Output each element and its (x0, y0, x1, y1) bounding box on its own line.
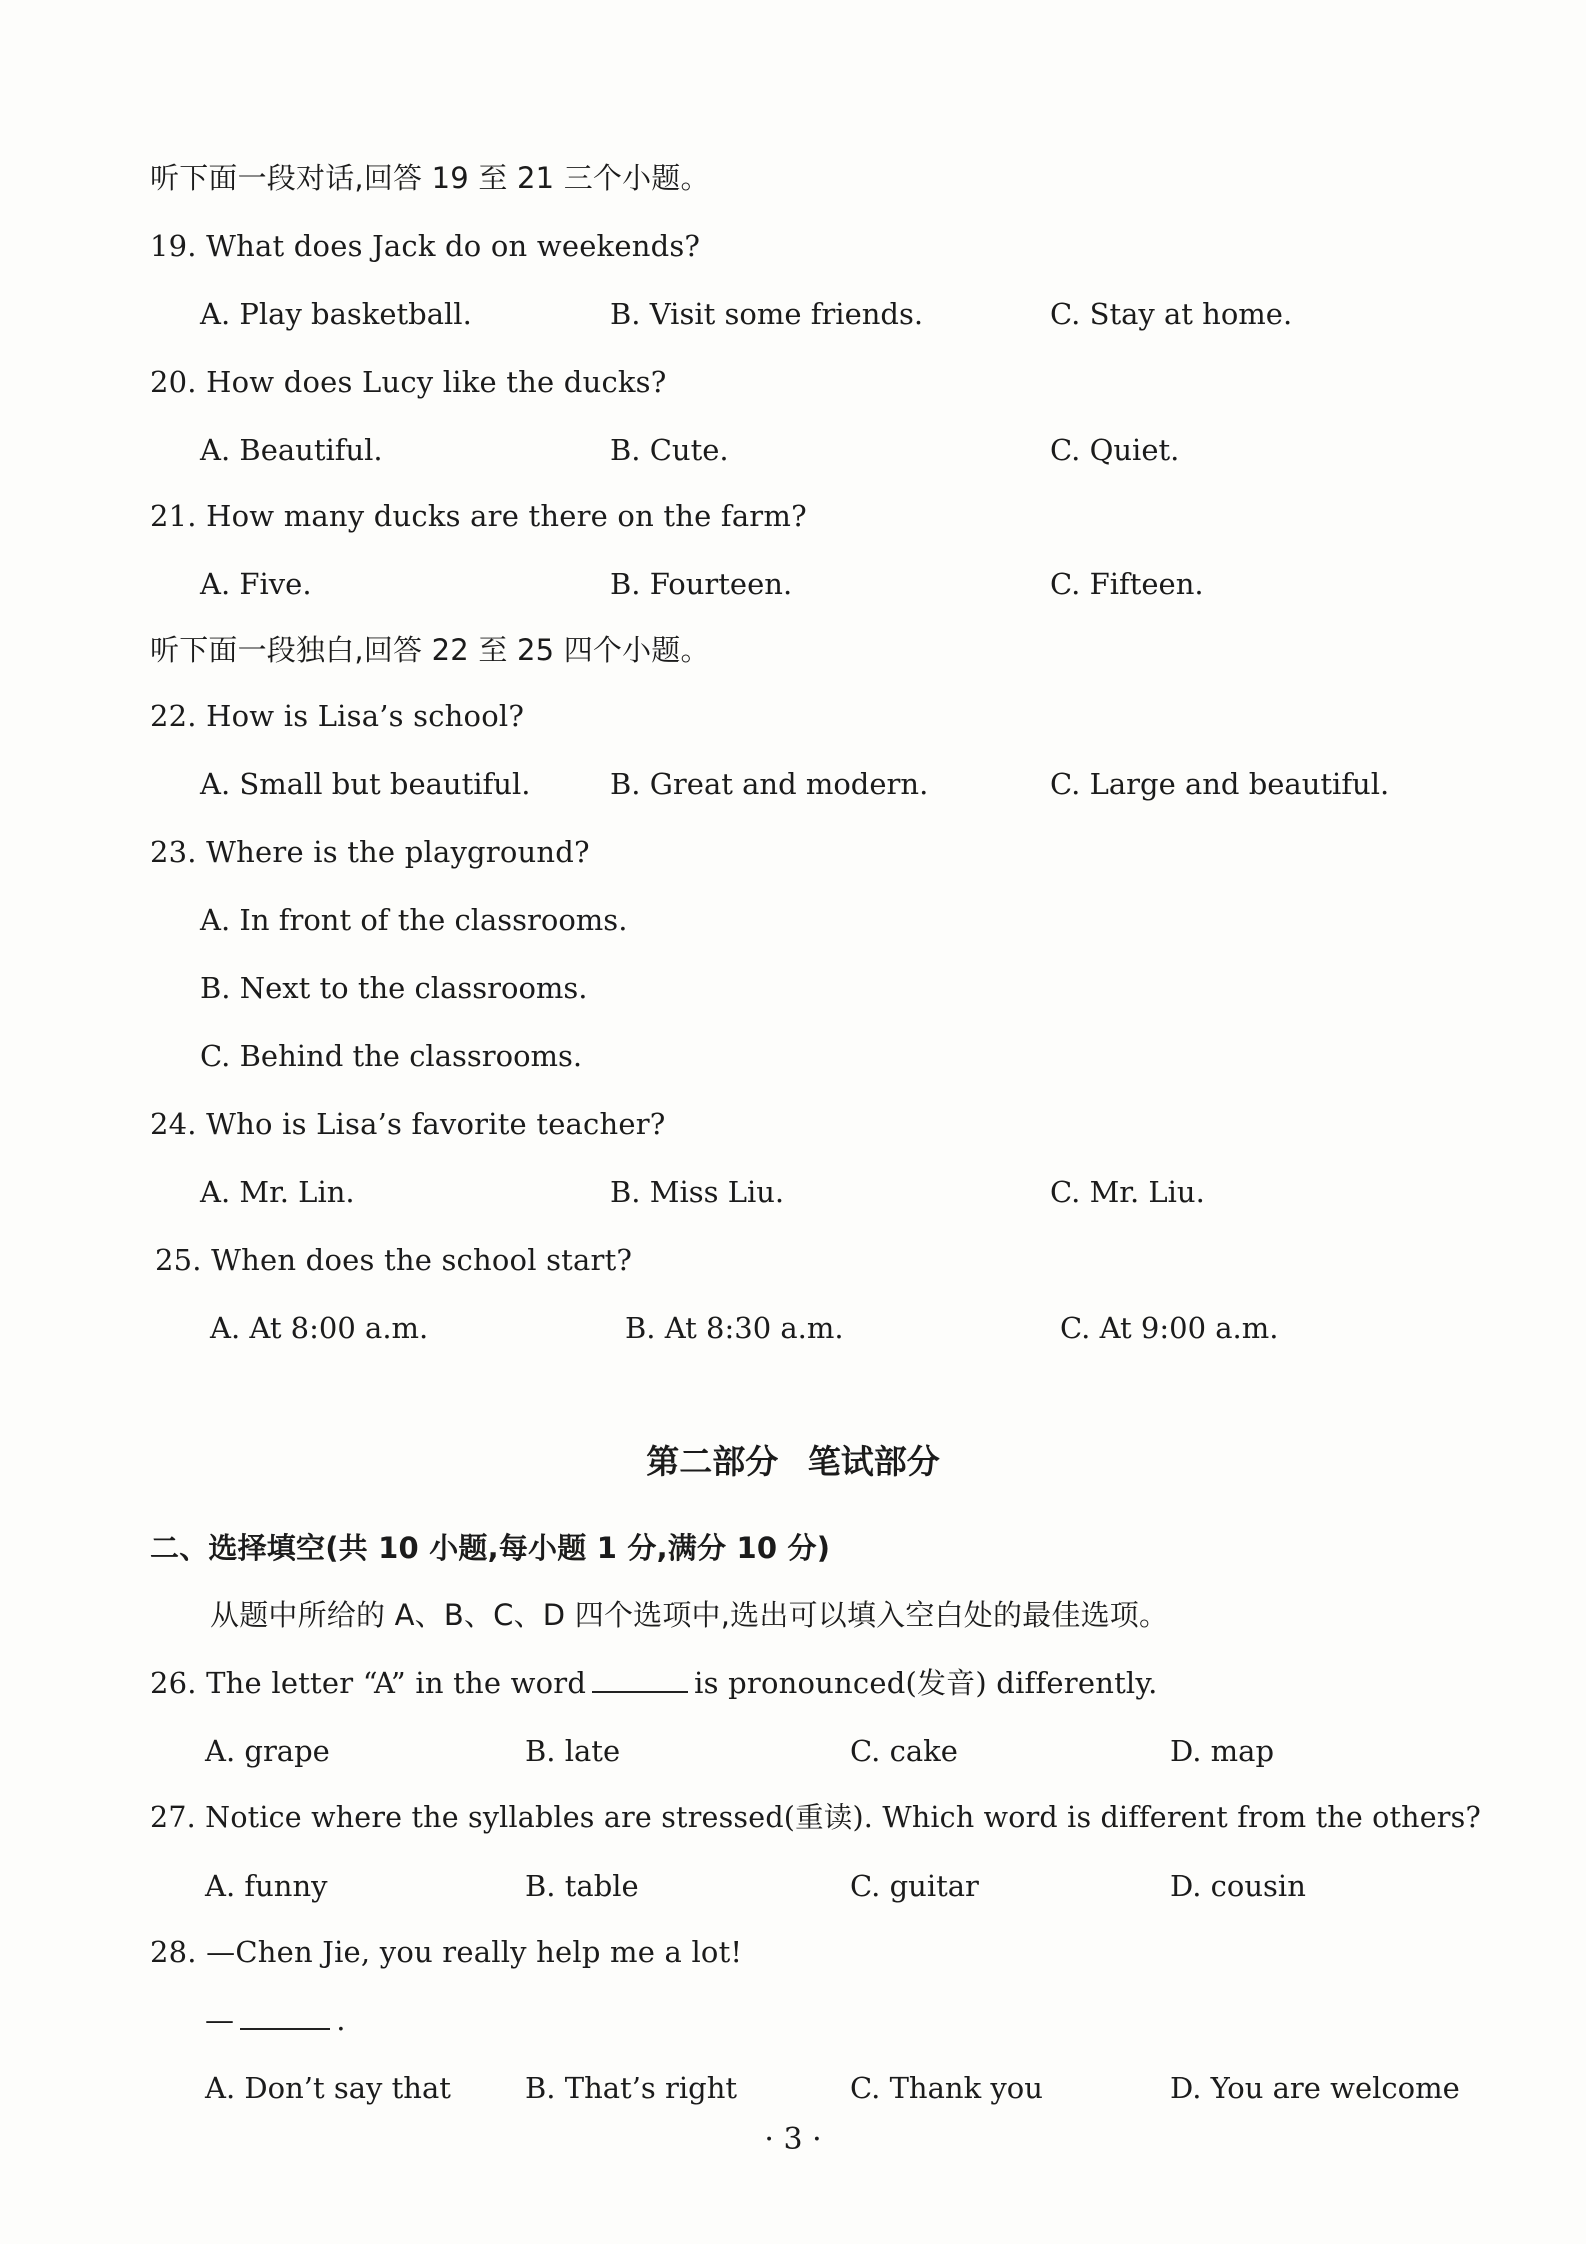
q21-option-a: A. Five. (200, 567, 312, 601)
q25-option-c: C. At 9:00 a.m. (1060, 1311, 1279, 1345)
part-two-title: 第二部分 笔试部分 (646, 1442, 940, 1481)
q19-option-c: C. Stay at home. (1050, 297, 1293, 331)
q27-option-c: C. guitar (850, 1869, 979, 1903)
q28-reply-dash: — (205, 2003, 235, 2037)
section-two-instruction: 从题中所给的 A、B、C、D 四个选项中,选出可以填入空白处的最佳选项。 (210, 1598, 1169, 1632)
question-19: 19. What does Jack do on weekends? (150, 229, 701, 263)
page-number: · 3 · (764, 2122, 822, 2157)
question-23: 23. Where is the playground? (150, 835, 590, 869)
q26-text-after: is pronounced(发音) differently. (694, 1666, 1158, 1700)
question-25: 25. When does the school start? (155, 1243, 633, 1277)
q27-option-d: D. cousin (1170, 1869, 1306, 1903)
q28-option-a: A. Don’t say that (205, 2071, 451, 2105)
q28-reply-period: . (336, 2003, 346, 2037)
q28-option-d: D. You are welcome (1170, 2071, 1460, 2105)
q26-blank (592, 1665, 688, 1693)
q23-option-b: B. Next to the classrooms. (200, 971, 588, 1005)
question-28: 28. —Chen Jie, you really help me a lot! (150, 1935, 743, 1969)
question-24: 24. Who is Lisa’s favorite teacher? (150, 1107, 666, 1141)
q20-option-a: A. Beautiful. (200, 433, 383, 467)
q26-option-c: C. cake (850, 1734, 958, 1768)
q22-option-a: A. Small but beautiful. (200, 767, 531, 801)
question-22: 22. How is Lisa’s school? (150, 699, 525, 733)
q23-option-a: A. In front of the classrooms. (200, 903, 628, 937)
q27-option-a: A. funny (205, 1869, 328, 1903)
q21-option-c: C. Fifteen. (1050, 567, 1204, 601)
q24-option-b: B. Miss Liu. (610, 1175, 785, 1209)
question-27: 27. Notice where the syllables are stressed(重读). Which word is different from the others? (150, 1801, 1481, 1834)
question-20: 20. How does Lucy like the ducks? (150, 365, 667, 399)
question-26 (150, 1665, 1158, 1701)
q20-option-b: B. Cute. (610, 433, 729, 467)
q28-blank (240, 2002, 330, 2030)
q27-option-b: B. table (525, 1869, 639, 1903)
q19-option-b: B. Visit some friends. (610, 297, 924, 331)
q26-text-before: 26. The letter “A” in the word (150, 1666, 587, 1700)
q25-option-b: B. At 8:30 a.m. (625, 1311, 844, 1345)
q21-option-b: B. Fourteen. (610, 567, 793, 601)
q24-option-a: A. Mr. Lin. (200, 1175, 355, 1209)
q26-option-d: D. map (1170, 1734, 1275, 1768)
q22-option-c: C. Large and beautiful. (1050, 767, 1390, 801)
q26-option-a: A. grape (205, 1734, 330, 1768)
q28-option-c: C. Thank you (850, 2071, 1043, 2105)
instruction-22-25: 听下面一段独白,回答 22 至 25 四个小题。 (150, 633, 710, 667)
q26-option-b: B. late (525, 1734, 621, 1768)
q22-option-b: B. Great and modern. (610, 767, 929, 801)
q24-option-c: C. Mr. Liu. (1050, 1175, 1205, 1209)
q28-option-b: B. That’s right (525, 2071, 738, 2105)
q28-reply-line (205, 2002, 346, 2038)
question-21: 21. How many ducks are there on the farm? (150, 499, 807, 533)
q23-option-c: C. Behind the classrooms. (200, 1039, 583, 1073)
q20-option-c: C. Quiet. (1050, 433, 1180, 467)
instruction-19-21: 听下面一段对话,回答 19 至 21 三个小题。 (150, 161, 710, 195)
q19-option-a: A. Play basketball. (200, 297, 472, 331)
q25-option-a: A. At 8:00 a.m. (210, 1311, 429, 1345)
section-two-heading: 二、选择填空(共 10 小题,每小题 1 分,满分 10 分) (150, 1531, 831, 1565)
